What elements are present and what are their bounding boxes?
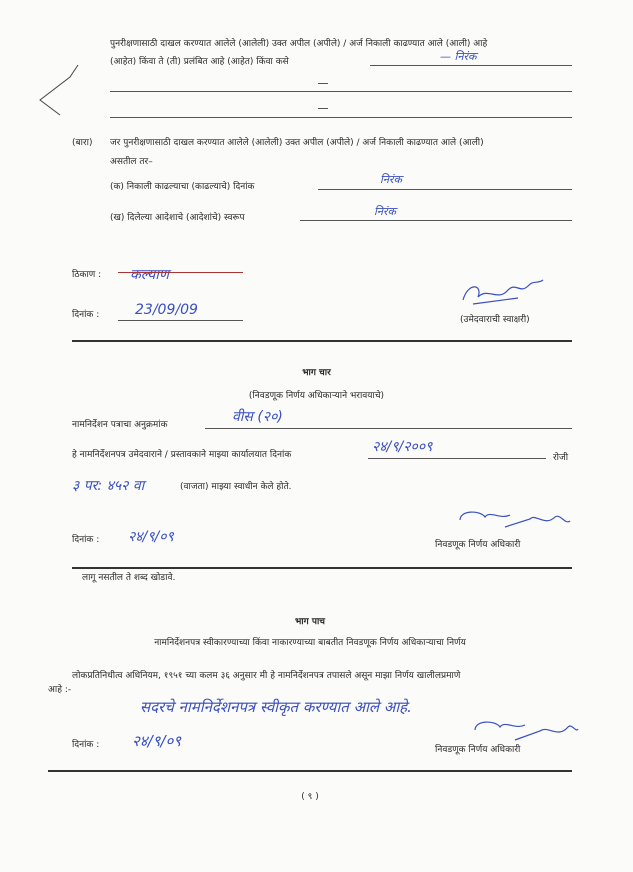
signature-label: निवडणूक निर्णय अधिकारी: [435, 745, 521, 755]
field-label: (ख) दिलेल्या आदेशाचे (आदेशांचे) स्वरूप: [110, 213, 245, 223]
handwritten-place: कल्याण: [130, 267, 170, 283]
fill-line: [205, 428, 572, 429]
text-line: आहे :-: [48, 685, 72, 695]
fill-line: [110, 91, 572, 92]
text-line: लोकप्रतिनिधीत्व अधिनियम, १९५१ च्या कलम ३६ अनुसार मी हे नामनिर्देशनपत्र तपासले असून माझा निर्णय खालीलप्रमाणे: [72, 671, 461, 681]
handwritten-answer: निरंक: [380, 173, 402, 186]
handwritten-date: २४/९/२००९: [372, 439, 433, 455]
fill-line: [368, 458, 546, 459]
fill-line: [318, 189, 572, 190]
handwritten-time: ३ पर: ४५२ वा: [72, 478, 145, 494]
handwritten-serial: वीस (२०): [232, 409, 283, 425]
page-number: ( ९ ): [301, 792, 319, 802]
handwritten-answer: निरंक: [374, 205, 396, 218]
handwritten-date: २४/९/०९: [128, 529, 174, 545]
text-label: रोजी: [553, 453, 569, 463]
officer-signature: [470, 715, 580, 747]
text-line: (वाजता) माझ्या स्वाधीन केले होते.: [180, 482, 292, 492]
item-number: (बारा): [72, 138, 93, 148]
fill-line: [118, 272, 243, 273]
handwritten-date: 23/09/09: [135, 302, 198, 318]
section-divider: [72, 340, 572, 342]
handwritten-date: २४/९/०९: [132, 732, 182, 750]
section-divider: [72, 567, 572, 569]
text-line: (आहेत) किंवा ते (ती) प्रलंबित आहे (आहेत) किंवा कसे: [110, 57, 289, 67]
fill-line: [370, 65, 572, 66]
field-label: ठिकाण :: [72, 270, 102, 280]
signature-label: निवडणूक निर्णय अधिकारी: [435, 540, 521, 550]
text-line: असतील तर–: [110, 157, 153, 167]
field-label: (क) निकाली काढल्याचा (काढल्याचे) दिनांक: [110, 182, 255, 192]
field-label: दिनांक :: [72, 310, 100, 320]
dash-mark: [318, 83, 328, 84]
fill-line: [118, 320, 243, 321]
handwritten-decision: सदरचे नामनिर्देशनपत्र स्वीकृत करण्यात आले आहे.: [140, 698, 412, 716]
signature-label: (उमेदवाराची स्वाक्षरी): [460, 315, 530, 325]
field-label: दिनांक :: [72, 535, 100, 545]
section-title: भाग पाच: [294, 617, 326, 627]
dash-mark: [318, 108, 328, 109]
fill-line: [300, 220, 572, 221]
section-title: भाग चार: [302, 368, 331, 378]
section-subtitle: नामनिर्देशनपत्र स्वीकारण्याच्या किंवा नाकारण्याच्या बाबतीत निवडणूक निर्णय अधिकाऱ्याचा निर्णय: [154, 638, 466, 648]
text-line: जर पुनरीक्षणासाठी दाखल करण्यात आलेले (आलेली) उक्त अपील (अपीले) / अर्ज निकाली काढण्यात आले (आली): [110, 138, 484, 148]
field-label: दिनांक :: [72, 740, 100, 750]
field-label: हे नामनिर्देशनपत्र उमेदवाराने / प्रस्तावकाने माझ्या कार्यालयात दिनांक: [72, 450, 292, 460]
footnote: लागू नसतील ते शब्द खोडावे.: [82, 573, 176, 583]
text-line: पुनरीक्षणासाठी दाखल करण्यात आलेले (आलेली) उक्त अपील (अपीले) / अर्ज निकाली काढण्यात आले (आली) आहे: [110, 39, 488, 49]
officer-signature: [455, 505, 575, 537]
candidate-signature: [458, 272, 548, 312]
margin-check-mark: [30, 55, 90, 125]
section-subtitle: (निवडणूक निर्णय अधिकाऱ्याने भरावयाचे): [248, 391, 385, 401]
fill-line: [110, 117, 572, 118]
field-label: नामनिर्देशन पत्राचा अनुक्रमांक: [72, 420, 168, 430]
handwritten-answer: — निरंक: [440, 50, 477, 63]
section-divider: [48, 770, 572, 772]
